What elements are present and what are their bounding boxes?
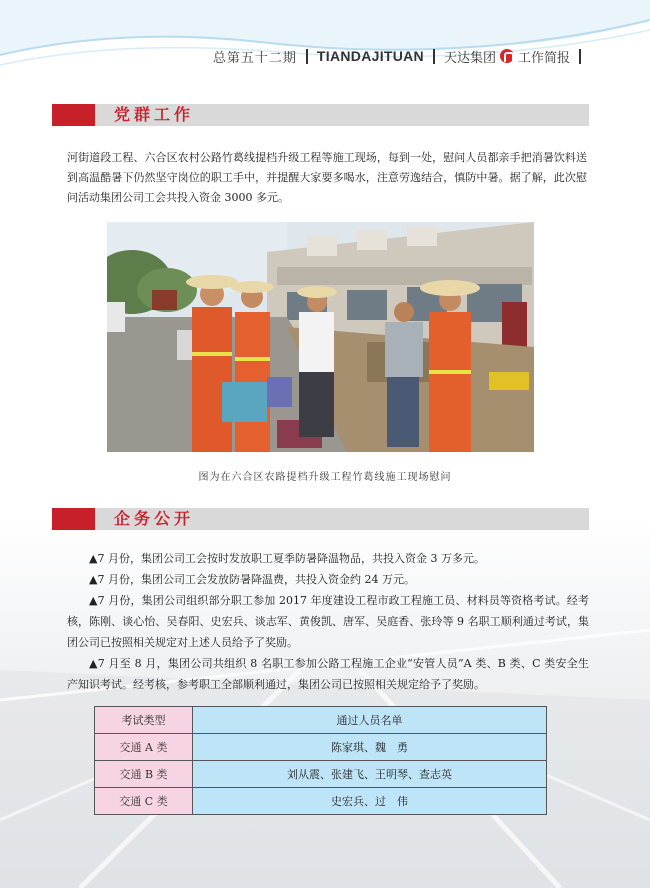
company-logo-icon (500, 49, 514, 63)
exam-type-cell: 交通 C 类 (95, 788, 193, 815)
header-divider (433, 49, 435, 64)
table-header-row (95, 707, 547, 734)
section-marker (52, 104, 95, 126)
page-header (213, 47, 590, 65)
bullet-item: ▲7 月份，集团公司工会按时发放职工夏季防暑降温物品，共投入资金 3 万多元。 (89, 552, 485, 565)
bullet-item: ▲7 月份，集团公司工会发放防暑降温费，共投入资金约 24 万元。 (89, 573, 415, 586)
affairs-bullets (67, 548, 589, 695)
site-visit-photo (107, 222, 534, 452)
table-row (95, 788, 547, 815)
names-cell: 刘从震、张建飞、王明琴、查志英 (193, 761, 547, 788)
section-bar-party (52, 104, 589, 126)
header-passed-names: 通过人员名单 (193, 707, 547, 734)
party-paragraph: 河街道段工程、六合区农村公路竹葛线提档升级工程等施工现场，每到一处，慰问人员都亲手把消暑饮料送到高温酷暑下仍然坚守岗位的职工手中，并提醒大家要多喝水，注意劳逸结合，慎防中暑。据了解，此次慰问活动集团公司工会共投入资金 3000 多元。 (67, 151, 587, 204)
table-row (95, 734, 547, 761)
header-divider (579, 49, 581, 64)
names-cell: 陈家琪、魏 勇 (193, 734, 547, 761)
header-exam-type: 考试类型 (95, 707, 193, 734)
section-title: 党群工作 (114, 105, 195, 124)
section-marker (52, 508, 95, 530)
header-divider (306, 49, 308, 64)
table-row (95, 761, 547, 788)
photo-caption: 图为在六合区农路提档升级工程竹葛线施工现场慰问 (198, 472, 452, 483)
bulletin-name: 工作简报 (517, 50, 570, 66)
exam-type-cell: 交通 A 类 (95, 734, 193, 761)
exam-pass-table (94, 706, 547, 815)
section-bar-affairs (52, 508, 589, 530)
header-wave-decoration (0, 0, 650, 90)
brand-name: TIANDAJITUAN (316, 48, 424, 64)
names-cell: 史宏兵、过 伟 (193, 788, 547, 815)
section-title: 企务公开 (114, 509, 195, 528)
issue-number: 总第五十二期 (212, 50, 297, 66)
bullet-item: ▲7 月份，集团公司组织部分职工参加 2017 年度建设工程市政工程施工员、材料员等资格考试。经考核，陈刚、谈心怡、吴春阳、史宏兵、谈志军、黄俊凯、唐军、吴庭香、张玲等 9 名职工顺利通过考试，集团公司已按照相关规定对上述人员给予了奖励。 (67, 594, 589, 649)
group-name: 天达集团 (443, 50, 496, 66)
exam-type-cell: 交通 B 类 (95, 761, 193, 788)
bullet-item: ▲7 月至 8 月，集团公司共组织 8 名职工参加公路工程施工企业“安管人员”A 类、B 类、C 类安全生产知识考试。经考核，参考职工全部顺利通过，集团公司已按照相关规定给予了奖励。 (67, 657, 589, 691)
